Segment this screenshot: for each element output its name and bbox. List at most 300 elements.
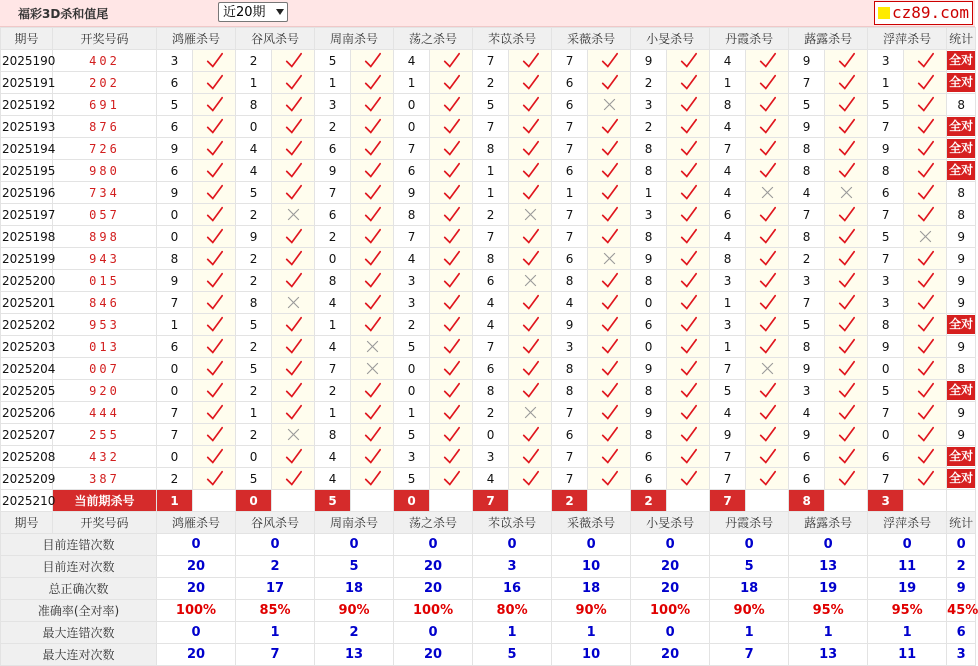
period-cell: 2025205 — [1, 380, 53, 402]
col-expert[interactable]: 蕗露杀号 — [789, 512, 868, 534]
summary-label: 目前连错次数 — [1, 534, 157, 556]
summary-value: 18 — [710, 578, 789, 600]
check-icon — [601, 228, 618, 245]
pick-number: 9 — [552, 314, 588, 336]
check-icon — [917, 96, 934, 113]
result-mark — [904, 424, 947, 446]
pick-number: 8 — [789, 160, 825, 182]
pick-number: 4 — [236, 138, 272, 160]
summary-value: 11 — [868, 644, 947, 666]
pick-number: 6 — [552, 72, 588, 94]
all-correct-badge: 全对 — [947, 117, 975, 136]
check-icon — [601, 404, 618, 421]
check-icon — [206, 316, 223, 333]
col-expert[interactable]: 周南杀号 — [315, 28, 394, 50]
result-mark — [588, 226, 631, 248]
result-mark — [904, 182, 947, 204]
pick-number: 4 — [236, 160, 272, 182]
check-icon — [206, 338, 223, 355]
pick-number: 3 — [315, 94, 351, 116]
pick-number: 4 — [315, 468, 351, 490]
result-mark — [667, 446, 710, 468]
period-cell: 2025195 — [1, 160, 53, 182]
cross-icon — [285, 426, 302, 443]
summary-label: 准确率(全对率) — [1, 600, 157, 622]
pick-number: 9 — [868, 336, 904, 358]
range-select[interactable] — [218, 2, 288, 22]
pick-number: 0 — [631, 336, 667, 358]
current-pick-spacer — [509, 490, 552, 512]
result-mark — [430, 116, 473, 138]
col-expert[interactable]: 小旻杀号 — [631, 512, 710, 534]
pick-number: 6 — [789, 468, 825, 490]
table-row — [1, 424, 976, 446]
pick-number: 3 — [631, 94, 667, 116]
cross-icon — [364, 338, 381, 355]
check-icon — [838, 382, 855, 399]
result-mark — [667, 292, 710, 314]
check-icon — [364, 470, 381, 487]
pick-number: 3 — [473, 446, 509, 468]
check-icon — [601, 470, 618, 487]
check-icon — [680, 118, 697, 135]
check-icon — [364, 294, 381, 311]
check-icon — [917, 382, 934, 399]
check-icon — [917, 360, 934, 377]
summary-value: 18 — [315, 578, 394, 600]
check-icon — [601, 272, 618, 289]
summary-value: 20 — [157, 644, 236, 666]
summary-value: 100% — [394, 600, 473, 622]
check-icon — [522, 162, 539, 179]
check-icon — [759, 140, 776, 157]
draw-number: 876 — [53, 116, 157, 138]
col-expert[interactable]: 鸿雁杀号 — [157, 512, 236, 534]
check-icon — [680, 448, 697, 465]
col-expert[interactable]: 丹霞杀号 — [710, 28, 789, 50]
col-expert[interactable]: 鸿雁杀号 — [157, 28, 236, 50]
result-mark — [825, 270, 868, 292]
check-icon — [364, 162, 381, 179]
period-cell: 2025196 — [1, 182, 53, 204]
current-pick: 7 — [473, 490, 509, 512]
check-icon — [522, 360, 539, 377]
pick-number: 4 — [315, 292, 351, 314]
summary-label: 总正确次数 — [1, 578, 157, 600]
result-mark — [193, 380, 236, 402]
current-pick: 5 — [315, 490, 351, 512]
pick-number: 7 — [552, 226, 588, 248]
all-correct-badge: 全对 — [947, 51, 975, 70]
table-row — [1, 116, 976, 138]
summary-value: 0 — [710, 534, 789, 556]
check-icon — [601, 184, 618, 201]
pick-number: 0 — [157, 226, 193, 248]
result-mark — [351, 292, 394, 314]
pick-number: 0 — [394, 94, 430, 116]
pick-number: 5 — [236, 182, 272, 204]
draw-number: 726 — [53, 138, 157, 160]
check-icon — [680, 294, 697, 311]
check-icon — [206, 228, 223, 245]
check-icon — [443, 74, 460, 91]
check-icon — [759, 316, 776, 333]
stat-cell: 9 — [947, 402, 976, 424]
result-mark — [509, 314, 552, 336]
period-cell: 2025192 — [1, 94, 53, 116]
pick-number: 6 — [157, 72, 193, 94]
period-cell: 2025190 — [1, 50, 53, 72]
col-expert[interactable]: 小旻杀号 — [631, 28, 710, 50]
check-icon — [680, 360, 697, 377]
result-mark — [904, 468, 947, 490]
result-mark — [193, 424, 236, 446]
pick-number: 8 — [552, 358, 588, 380]
pick-number: 2 — [473, 72, 509, 94]
result-mark — [667, 270, 710, 292]
pick-number: 7 — [868, 248, 904, 270]
result-mark — [509, 446, 552, 468]
current-pick: 2 — [552, 490, 588, 512]
result-mark — [351, 424, 394, 446]
table-row — [1, 226, 976, 248]
result-mark — [509, 182, 552, 204]
check-icon — [917, 448, 934, 465]
current-pick: 2 — [631, 490, 667, 512]
summary-row — [1, 556, 976, 578]
col-period: 期号 — [1, 512, 53, 534]
col-expert[interactable]: 谷风杀号 — [236, 512, 315, 534]
check-icon — [285, 272, 302, 289]
check-icon — [601, 448, 618, 465]
result-mark — [272, 116, 315, 138]
col-expert[interactable]: 采薇杀号 — [552, 512, 631, 534]
summary-total: 0 — [947, 534, 976, 556]
check-icon — [443, 382, 460, 399]
result-mark — [904, 94, 947, 116]
summary-value: 0 — [394, 622, 473, 644]
result-mark — [193, 270, 236, 292]
summary-value: 0 — [236, 534, 315, 556]
col-stat: 统计 — [947, 28, 976, 50]
check-icon — [759, 206, 776, 223]
draw-number: 920 — [53, 380, 157, 402]
check-icon — [680, 74, 697, 91]
pick-number: 4 — [710, 116, 746, 138]
check-icon — [917, 426, 934, 443]
check-icon — [443, 426, 460, 443]
pick-number: 9 — [631, 402, 667, 424]
result-mark — [509, 336, 552, 358]
result-mark — [588, 204, 631, 226]
summary-value: 16 — [473, 578, 552, 600]
pick-number: 9 — [631, 50, 667, 72]
stat-cell — [947, 72, 976, 94]
summary-value: 20 — [631, 578, 710, 600]
col-expert[interactable]: 芣苡杀号 — [473, 512, 552, 534]
stat-cell: 9 — [947, 226, 976, 248]
col-expert[interactable]: 浮萍杀号 — [868, 28, 947, 50]
pick-number: 8 — [631, 226, 667, 248]
result-mark — [746, 314, 789, 336]
check-icon — [285, 162, 302, 179]
check-icon — [443, 184, 460, 201]
summary-value: 0 — [157, 622, 236, 644]
summary-row — [1, 644, 976, 666]
summary-value: 18 — [552, 578, 631, 600]
result-mark — [588, 358, 631, 380]
pick-number: 1 — [868, 72, 904, 94]
result-mark — [351, 336, 394, 358]
current-stat — [947, 490, 976, 512]
check-icon — [206, 118, 223, 135]
summary-value: 1 — [868, 622, 947, 644]
table-row — [1, 358, 976, 380]
check-icon — [364, 74, 381, 91]
pick-number: 4 — [710, 50, 746, 72]
result-mark — [904, 336, 947, 358]
all-correct-badge: 全对 — [947, 381, 975, 400]
result-mark — [272, 72, 315, 94]
top-bar — [0, 0, 975, 27]
brand-text: cz89.com — [891, 3, 969, 22]
check-icon — [443, 316, 460, 333]
check-icon — [759, 52, 776, 69]
result-mark — [193, 314, 236, 336]
check-icon — [838, 360, 855, 377]
check-icon — [285, 118, 302, 135]
check-icon — [206, 162, 223, 179]
pick-number: 2 — [473, 204, 509, 226]
col-expert[interactable]: 采薇杀号 — [552, 28, 631, 50]
pick-number: 3 — [157, 50, 193, 72]
check-icon — [917, 52, 934, 69]
check-icon — [285, 338, 302, 355]
check-icon — [759, 448, 776, 465]
pick-number: 4 — [789, 182, 825, 204]
period-cell: 2025203 — [1, 336, 53, 358]
check-icon — [443, 470, 460, 487]
brand-logo[interactable] — [874, 1, 973, 25]
result-mark — [746, 182, 789, 204]
pick-number: 1 — [315, 314, 351, 336]
result-mark — [351, 402, 394, 424]
check-icon — [680, 470, 697, 487]
check-icon — [759, 426, 776, 443]
check-icon — [206, 382, 223, 399]
check-icon — [680, 272, 697, 289]
pick-number: 0 — [473, 424, 509, 446]
check-icon — [206, 448, 223, 465]
result-mark — [588, 380, 631, 402]
pick-number: 8 — [394, 204, 430, 226]
result-mark — [193, 248, 236, 270]
result-mark — [904, 72, 947, 94]
pick-number: 8 — [710, 248, 746, 270]
check-icon — [680, 228, 697, 245]
stat-cell: 8 — [947, 358, 976, 380]
pick-number: 4 — [394, 50, 430, 72]
summary-value: 100% — [157, 600, 236, 622]
col-expert[interactable]: 蕗露杀号 — [789, 28, 868, 50]
check-icon — [680, 382, 697, 399]
result-mark — [430, 292, 473, 314]
col-expert[interactable]: 浮萍杀号 — [868, 512, 947, 534]
col-draw: 开奖号码 — [53, 28, 157, 50]
check-icon — [917, 74, 934, 91]
pick-number: 0 — [315, 248, 351, 270]
check-icon — [917, 118, 934, 135]
check-icon — [443, 338, 460, 355]
check-icon — [680, 162, 697, 179]
pick-number: 8 — [868, 314, 904, 336]
draw-number: 846 — [53, 292, 157, 314]
pick-number: 4 — [394, 248, 430, 270]
pick-number: 2 — [631, 72, 667, 94]
pick-number: 7 — [789, 72, 825, 94]
pick-number: 0 — [157, 358, 193, 380]
result-mark — [430, 336, 473, 358]
check-icon — [522, 228, 539, 245]
summary-value: 5 — [315, 556, 394, 578]
summary-row — [1, 578, 976, 600]
pick-number: 5 — [236, 358, 272, 380]
col-expert[interactable]: 芣苡杀号 — [473, 28, 552, 50]
summary-value: 100% — [631, 600, 710, 622]
pick-number: 0 — [394, 358, 430, 380]
summary-value: 10 — [552, 556, 631, 578]
pick-number: 4 — [473, 292, 509, 314]
result-mark — [351, 50, 394, 72]
pick-number: 3 — [789, 270, 825, 292]
result-mark — [509, 270, 552, 292]
pick-number: 1 — [157, 314, 193, 336]
pick-number: 6 — [473, 358, 509, 380]
check-icon — [680, 184, 697, 201]
check-icon — [206, 140, 223, 157]
page-title: 福彩3D杀和值尾 — [18, 7, 109, 21]
check-icon — [838, 426, 855, 443]
check-icon — [601, 382, 618, 399]
check-icon — [680, 52, 697, 69]
table-row — [1, 182, 976, 204]
pick-number: 3 — [868, 50, 904, 72]
table-row — [1, 446, 976, 468]
col-expert[interactable]: 周南杀号 — [315, 512, 394, 534]
cross-icon — [601, 96, 618, 113]
current-period: 2025210 — [1, 490, 53, 512]
check-icon — [838, 316, 855, 333]
result-mark — [667, 204, 710, 226]
result-mark — [588, 248, 631, 270]
result-mark — [193, 226, 236, 248]
summary-value: 20 — [394, 556, 473, 578]
result-mark — [351, 72, 394, 94]
check-icon — [206, 250, 223, 267]
summary-value: 95% — [868, 600, 947, 622]
pick-number: 7 — [552, 138, 588, 160]
check-icon — [917, 316, 934, 333]
result-mark — [667, 72, 710, 94]
result-mark — [588, 314, 631, 336]
col-expert[interactable]: 丹霞杀号 — [710, 512, 789, 534]
check-icon — [285, 96, 302, 113]
period-cell: 2025199 — [1, 248, 53, 270]
check-icon — [601, 294, 618, 311]
check-icon — [206, 96, 223, 113]
check-icon — [759, 250, 776, 267]
check-icon — [680, 206, 697, 223]
check-icon — [917, 206, 934, 223]
result-mark — [825, 160, 868, 182]
current-pick-spacer — [351, 490, 394, 512]
check-icon — [838, 206, 855, 223]
table-row — [1, 248, 976, 270]
check-icon — [443, 52, 460, 69]
check-icon — [838, 448, 855, 465]
col-expert[interactable]: 谷风杀号 — [236, 28, 315, 50]
draw-number: 953 — [53, 314, 157, 336]
pick-number: 7 — [710, 358, 746, 380]
check-icon — [364, 184, 381, 201]
pick-number: 9 — [236, 226, 272, 248]
col-expert[interactable]: 荡之杀号 — [394, 512, 473, 534]
table-row — [1, 72, 976, 94]
pick-number: 3 — [710, 314, 746, 336]
result-mark — [667, 358, 710, 380]
check-icon — [759, 74, 776, 91]
result-mark — [351, 248, 394, 270]
table-row — [1, 468, 976, 490]
summary-total: 6 — [947, 622, 976, 644]
col-expert[interactable]: 荡之杀号 — [394, 28, 473, 50]
result-mark — [351, 226, 394, 248]
result-mark — [272, 402, 315, 424]
pick-number: 8 — [315, 270, 351, 292]
pick-number: 8 — [473, 248, 509, 270]
pick-number: 7 — [157, 424, 193, 446]
period-cell: 2025198 — [1, 226, 53, 248]
check-icon — [838, 52, 855, 69]
pick-number: 4 — [315, 336, 351, 358]
pick-number: 1 — [710, 72, 746, 94]
pick-number: 5 — [157, 94, 193, 116]
pick-number: 6 — [868, 182, 904, 204]
summary-value: 20 — [631, 644, 710, 666]
draw-number: 402 — [53, 50, 157, 72]
result-mark — [746, 402, 789, 424]
result-mark — [746, 446, 789, 468]
summary-value: 90% — [710, 600, 789, 622]
summary-total: 45% — [947, 600, 976, 622]
result-mark — [667, 248, 710, 270]
table-row — [1, 94, 976, 116]
pick-number: 6 — [315, 138, 351, 160]
summary-value: 1 — [236, 622, 315, 644]
check-icon — [285, 360, 302, 377]
pick-number: 7 — [710, 468, 746, 490]
check-icon — [601, 162, 618, 179]
pick-number: 2 — [236, 380, 272, 402]
result-mark — [193, 160, 236, 182]
table-row — [1, 50, 976, 72]
result-mark — [351, 160, 394, 182]
pick-number: 6 — [631, 314, 667, 336]
pick-number: 7 — [473, 116, 509, 138]
result-mark — [825, 204, 868, 226]
result-mark — [193, 292, 236, 314]
pick-number: 2 — [236, 248, 272, 270]
